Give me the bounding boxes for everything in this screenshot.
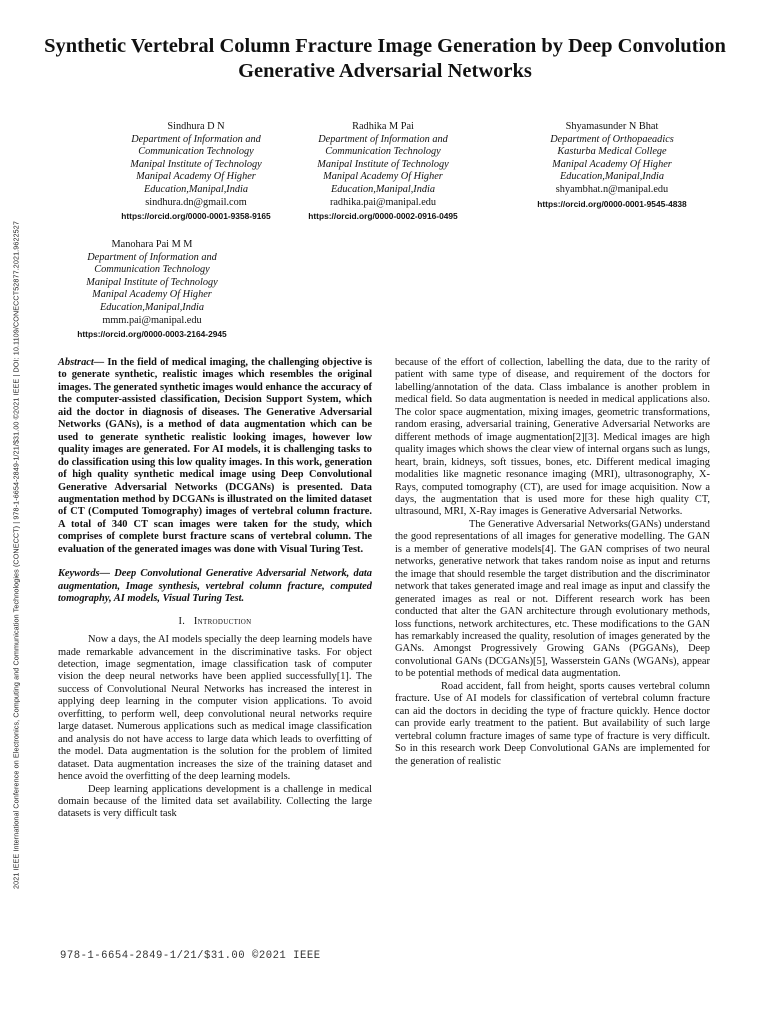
paragraph: Now a days, the AI models specially the deep learning models have made remarkable advancement in the discriminative tasks. For object detection, image segmentation, image classification task of computer vision the deep neural networks have been applied successfully[1]. The success of Convolutional Neural Networks has increased the interest in applying deep learning in the computer vision applications. To avoid overfitting, to perform well, deep convolutional neural networks require large dataset. Numerous applications such as medical image classification and analysis do not have access to large data which leads to overfitting of the model. Data augmentation is the solution for the problem of limited dataset. Data augmentation increases the size of the training dataset and hence avoid the overfitting of the deep learning models. (58, 634, 372, 783)
paragraph: because of the effort of collection, labelling the data, due to the rarity of patient with same type of disease, and requirement of the doctors for labelling/annotation of the data. Class imbalance is another problem in medical field. So data augmentation is needed in medical applications also. The color space augmentation, mixing images, geometric transformations, random erasing, adversarial training, Generative Adversarial Networks are different methods of image augmentation[2][3]. Medical images are high quality images which shows the clear view of internal organs such as lungs, heart, brain, kidneys, soft tissues, bones, etc. Different medical imaging modalities like magnetic resonance imaging (MRI), ultrasonography, X-Rays, computed tomography (CT), are used for image acquisition. Now a days, the augmentation that is used more for these high quality CT, ultrasound, MRI, X-Ray images is Generative Adversarial Networks. (395, 357, 710, 518)
author-block (512, 121, 712, 210)
author-affiliation: Department of Information and Communication Technology Manipal Institute of Technology Manipal Academy Of Higher Education,Manipal,India (130, 133, 262, 195)
abstract-label: Abstract— (58, 357, 105, 368)
keywords-text: Deep Convolutional Generative Adversarial Network, data augmentation, Image synthesis, vertebral column fracture, computed tomography, AI models, Visual Turing Test. (58, 568, 372, 605)
paper-title: Synthetic Vertebral Column Fracture Image Generation by Deep Convolution Generative Adversarial Networks (44, 35, 726, 82)
author-name: Radhika M Pai (352, 121, 414, 132)
author-orcid-link[interactable]: https://orcid.org/0000-0002-0916-0495 (308, 211, 458, 222)
author-affiliation: Department of Orthopaeadics Kasturba Medical College Manipal Academy Of Higher Education,Manipal,India (550, 133, 674, 183)
copyright-footer: 978-1-6654-2849-1/21/$31.00 ©2021 IEEE (60, 950, 321, 962)
keywords-label: Keywords— (58, 568, 110, 580)
author-email[interactable]: shyambhat.n@manipal.edu (555, 183, 669, 195)
paragraph: Deep learning applications development is a challenge in medical domain because of the limited data set availability. Collecting the large datasets is very difficult task (58, 783, 372, 820)
author-email[interactable]: mmm.pai@manipal.edu (102, 314, 202, 326)
author-name: Sindhura D N (167, 121, 225, 132)
left-column (58, 357, 372, 821)
author-orcid-link[interactable]: https://orcid.org/0000-0003-2164-2945 (77, 329, 227, 340)
right-column (395, 357, 710, 768)
author-email[interactable]: radhika.pai@manipal.edu (329, 196, 437, 208)
author-orcid-link[interactable]: https://orcid.org/0000-0001-9545-4838 (537, 198, 687, 209)
keywords (58, 568, 372, 605)
author-email[interactable]: sindhura.dn@gmail.com (145, 196, 247, 208)
author-name: Manohara Pai M M (111, 239, 193, 250)
author-block (52, 239, 252, 341)
author-block (283, 121, 483, 223)
author-affiliation: Department of Information and Communication Technology Manipal Institute of Technology Manipal Academy Of Higher Education,Manipal,India (86, 251, 218, 313)
conference-sidebar-text: 2021 IEEE International Conference on Electronics, Computing and Communication Technologies (CONECCT) | 978-1-6654-2849-1/21/$31.00 ©2021 IEEE | DOI: 10.1109/CONECCT52877.2021.9622527 (11, 221, 21, 889)
paragraph: Road accident, fall from height, sports causes vertebral column fracture. Use of AI models for classification of vertebral column fracture can aid the doctors in deciding the type of fracture quickly. Hence doctor can provide early treatment to the patient. But availability of such large vertebral column fracture images of same type of fracture is very difficult. So in this research work Deep Convolutional GANs are implemented for the generation of realistic (395, 680, 710, 767)
author-orcid-link[interactable]: https://orcid.org/0000-0001-9358-9165 (121, 211, 271, 222)
author-affiliation: Department of Information and Communication Technology Manipal Institute of Technology Manipal Academy Of Higher Education,Manipal,India (317, 133, 449, 195)
conference-sidebar (2, 150, 30, 960)
paragraph: The Generative Adversarial Networks(GANs) understand the good representations of all images for generative modelling. The GAN is a member of generative models[4]. The GAN comprises of two neural networks, generative network that takes random noise as input and returns the image that should resemble the target distribution and the discriminator network that takes generated image and real image as input and classify the generated images as real or not. Different research work has been conducted that alter the GAN architecture through evolutionary methods, loss functions, network architectures, etc. These modifications to the GAN has remarkably increased the quality, resolution of images generated by the GANs. Amongst Progressively Growing GANs (PGGANs), Deep convolutional GANs (DCGANs)[5], Wasserstein GANs (WGANs), appear to be potential methods of medical data augmentation. (395, 518, 710, 680)
abstract (58, 357, 372, 556)
section-heading: I. Introduction (178, 615, 252, 627)
abstract-text: In the field of medical imaging, the challenging objective is to generate synthetic, realistic images which resembles the original images. The generated synthetic images would enhance the accuracy of the computer-assisted classification, Decision Support System, which aid the doctor in diagnosis of diseases. The Generative Adversarial Networks (GANs), is a method of data augmentation which can be used to generate synthetic realistic looking images, however low quality images are generated. For AI models, it is challenging tasks to do classification using this low quality images. In this work, generation of high quality synthetic medical image using Deep Convolutional Generative Adversarial Networks (DCGANs) is presented. Data augmentation method by DCGANs is illustrated on the limited dataset of CT (Computed Tomography) images of vertebral column fracture. A total of 340 CT scan images were taken for the study, which comprises of complete burst fracture scans of vertebral column. The evaluation of the generated images was done with Visual Turing Test. (58, 357, 372, 555)
author-block (96, 121, 296, 223)
author-name: Shyamasunder N Bhat (565, 121, 659, 132)
